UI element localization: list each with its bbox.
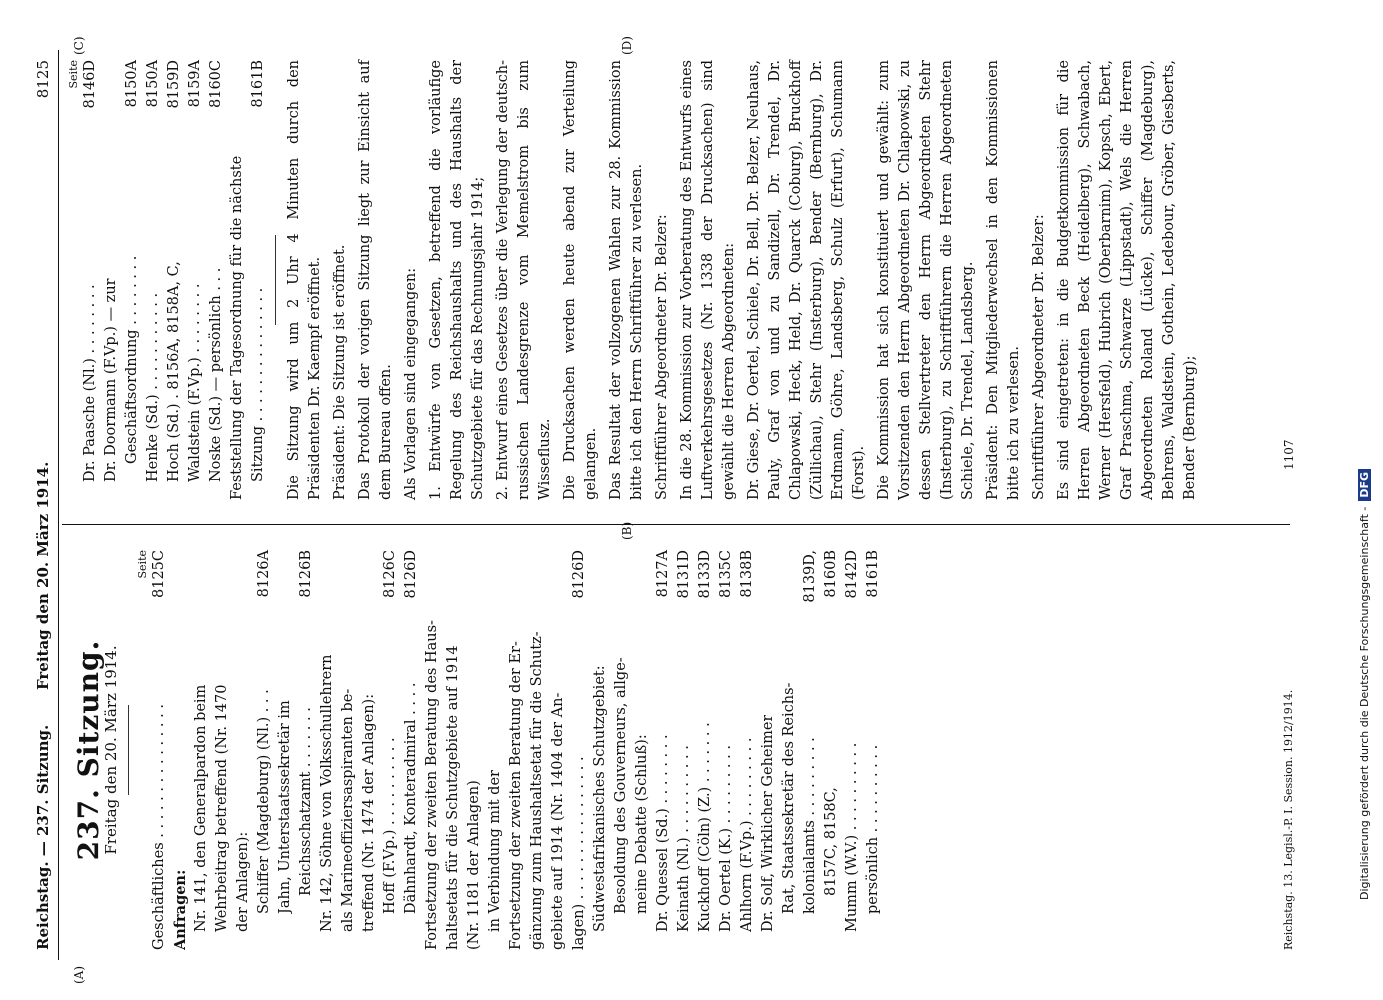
toc-row xyxy=(590,550,611,950)
toc-entry: Sitzung . . . . . . . . . . . . . . . xyxy=(250,287,266,482)
toc-page-ref: 8160B xyxy=(823,550,839,598)
header-rule xyxy=(58,50,59,960)
proceedings-paragraph: 2. Entwurf eines Gesetzes über die Verlegung der deutsch-russischen Landesgrenze vom Memelstrom bis zum Wisseflusz. xyxy=(495,60,553,500)
toc-page-ref: 8126A xyxy=(256,550,272,598)
toc-page-ref: 8142D xyxy=(844,550,860,599)
toc-entry: Dr. Oertel (K.) . . . . . . . . . xyxy=(718,745,734,932)
toc-page-ref: 8160C xyxy=(208,60,224,108)
toc-entry: (Nr. 1181 der Anlagen) xyxy=(466,780,482,950)
toc-row xyxy=(80,60,101,500)
toc-row xyxy=(485,550,506,950)
page-number: 8125 xyxy=(34,60,52,99)
toc-row xyxy=(821,550,842,950)
toc-row xyxy=(170,550,191,950)
toc-entry: Schiffer (Magdeburg) (Nl.) . . . xyxy=(256,689,272,914)
toc-row xyxy=(737,550,758,950)
toc-entry: Nr. 141, den Generalpardon beim xyxy=(193,684,209,932)
toc-page-ref xyxy=(779,550,800,556)
dfg-logo: DFG xyxy=(1358,469,1371,501)
toc-page-ref: 8131D xyxy=(676,550,692,599)
toc-entry: gänzung zum Haushaltsetat für die Schutz- xyxy=(529,631,545,950)
toc-row xyxy=(227,60,248,500)
toc-entry: Hoff (F.Vp.) . . . . . . . . . . xyxy=(382,737,398,914)
right-column xyxy=(68,60,1205,500)
seite-label: Seite xyxy=(136,550,149,579)
toc-row xyxy=(401,550,422,950)
toc-entry: Südwestafrikanisches Schutzgebiet: xyxy=(592,665,608,932)
toc-page-ref: 8126D xyxy=(571,550,587,599)
toc-page-ref xyxy=(758,550,779,556)
toc-page-ref: 8150A xyxy=(145,60,161,108)
toc-entry: kolonialamts . . . . . . . . . xyxy=(802,737,818,914)
toc-row xyxy=(674,550,695,950)
table-of-contents-continued xyxy=(80,60,269,500)
toc-page-ref: 8138B xyxy=(739,550,755,598)
toc-page-ref: 8133D xyxy=(697,550,713,599)
toc-row xyxy=(317,550,338,950)
toc-row xyxy=(779,550,800,950)
proceedings-paragraph: Schriftführer Abgeordneter Dr. Belzer: xyxy=(1031,214,1047,500)
proceedings-paragraph: In die 28. Kommission zur Vorberatung des Entwurfs eines Luftverkehrsgesetzes (Nr. 1338 der Drucksachen) sind gewählt die Herren Abgeordneten: xyxy=(679,60,737,500)
proceedings-paragraph: Schriftführer Abgeordneter Dr. Belzer: xyxy=(654,214,670,500)
toc-row xyxy=(716,550,737,950)
page-header xyxy=(20,30,58,990)
toc-entry: Dr. Solf, Wirklicher Geheimer xyxy=(760,714,776,932)
toc-entry: Mumm (W.V.) . . . . . . . . . . xyxy=(844,742,860,932)
toc-page-ref xyxy=(485,550,506,556)
toc-page-ref xyxy=(527,550,548,556)
marker-a: (A) xyxy=(72,965,86,984)
toc-row xyxy=(248,60,269,500)
toc-row xyxy=(863,550,884,950)
toc-page-ref xyxy=(422,550,443,556)
dfg-credit: Digitalisierung gefördert durch die Deutsche Forschungsgemeinschaft - xyxy=(1358,506,1371,900)
toc-page-ref xyxy=(233,550,254,556)
proceedings-paragraph: Präsident: Die Sitzung ist eröffnet. xyxy=(332,244,348,500)
toc-entry: Fortsetzung der zweiten Beratung des Haus- xyxy=(424,620,440,950)
toc-page-ref: 8146D xyxy=(82,60,98,109)
title-rule xyxy=(128,705,129,795)
toc-entry: Reichsschatzamt . . . . . . . xyxy=(298,707,314,896)
toc-row xyxy=(422,550,443,950)
toc-entry: Ahlhorn (F.Vp.) . . . . . . . . . xyxy=(739,737,755,932)
toc-page-ref: 8135C xyxy=(718,550,734,598)
toc-row xyxy=(254,550,275,950)
toc-row xyxy=(275,550,296,950)
toc-page-ref xyxy=(212,550,233,556)
toc-entry: Anfragen: xyxy=(172,869,189,950)
toc-row xyxy=(800,550,821,950)
toc-page-ref xyxy=(227,60,248,66)
toc-entry: Dr. Quessel (Sd.) . . . . . . . . xyxy=(655,734,671,932)
toc-row xyxy=(527,550,548,950)
toc-entry: Rat, Staatssekretär des Reichs- xyxy=(781,682,797,914)
column-divider xyxy=(62,524,1290,525)
toc-entry: Hoch (Sd.) . 8156A, 8158A, C, xyxy=(166,261,182,482)
toc-page-ref: 8159D xyxy=(166,60,182,109)
proceedings-paragraph: Das Protokoll der vorigen Sitzung liegt zur Einsicht auf dem Bureau offen. xyxy=(357,60,394,500)
toc-page-ref xyxy=(548,550,569,556)
toc-row xyxy=(506,550,527,950)
toc-entry: gebiete auf 1914 (Nr. 1404 der An- xyxy=(550,692,566,950)
toc-page-ref xyxy=(632,550,653,556)
toc-row xyxy=(122,60,143,500)
toc-row xyxy=(632,550,653,950)
toc-entry: in Verbindung mit der xyxy=(487,770,503,932)
proceedings-paragraph: Das Resultat der vollzogenen Wahlen zur 28. Kommission bitte ich den Herrn Schriftführer zu verlesen. xyxy=(608,60,645,500)
proceedings-paragraph: Präsident: Den Mitgliederwechsel in den Kommissionen bitte ich zu verlesen. xyxy=(985,60,1022,500)
toc-entry: Geschäftliches . . . . . . . . . . . . . . . xyxy=(151,704,167,950)
proceedings-text xyxy=(284,60,1201,500)
toc-row xyxy=(653,550,674,950)
proceedings-paragraph: Die Drucksachen werden heute abend zur Verteilung gelangen. xyxy=(562,60,599,500)
footer-note: Reichstag. 13. Legisl.-P. I. Session. 1912/1914. xyxy=(1282,689,1295,950)
toc-page-ref: 8127A xyxy=(655,550,671,598)
toc-row xyxy=(443,550,464,950)
toc-row xyxy=(101,60,122,500)
toc-row xyxy=(758,550,779,950)
toc-entry: Fortsetzung der zweiten Beratung der Er- xyxy=(508,641,524,950)
proceedings-paragraph: Es sind eingetreten: in die Budgetkommission für die Herren Abgeordneten Beck (Heidelberg), Schwabach, Werner (Hersfeld), Hubrich (Oberbarnim), Kopsch, Ebert, Graf Praschma, Schwarze (Lippstadt), Wels die Herren Abgeordneten Roland (Lücke), Schiffer (Magdeburg), Behrens, Waldstein, Gothein, Ledebour, Gröber, Giesberts, Bender (Bernburg); xyxy=(1056,60,1198,500)
footer-page-number: 1107 xyxy=(1282,439,1296,470)
left-column xyxy=(68,550,884,950)
toc-entry: Feststellung der Tagesordnung für die nächste xyxy=(229,155,245,500)
toc-entry: Henke (Sd.) . . . . . . . . . . . xyxy=(145,292,161,482)
toc-page-ref: 8126D xyxy=(403,550,419,599)
toc-page-ref xyxy=(101,60,122,66)
toc-entry: lagen) . . . . . . . . . . . . . . . . xyxy=(571,756,587,950)
toc-entry: Wehrbeitrag betreffend (Nr. 1470 xyxy=(214,684,230,932)
toc-row xyxy=(212,550,233,950)
toc-page-ref xyxy=(170,550,191,556)
toc-row xyxy=(185,60,206,500)
toc-entry: Waldstein (F.Vp.) . . . . . . . . xyxy=(187,283,203,482)
header-left: Reichstag. — 237. Sitzung. xyxy=(34,724,52,950)
toc-page-ref xyxy=(611,550,632,556)
toc-row xyxy=(164,60,185,500)
toc-row xyxy=(611,550,632,950)
toc-entry: Keinath (Nl.) . . . . . . . . . . xyxy=(676,745,692,932)
marker-c: (C) xyxy=(72,36,86,55)
toc-row xyxy=(695,550,716,950)
toc-page-ref xyxy=(590,550,611,556)
seite-label-right: Seite xyxy=(67,60,80,89)
toc-entry: der Anlagen): xyxy=(235,831,251,932)
rotated-page xyxy=(20,30,1320,990)
proceedings-paragraph: Die Sitzung wird um 2 Uhr 4 Minuten durch den Präsidenten Dr. Kaempf eröffnet. xyxy=(286,60,323,500)
toc-entry: treffend (Nr. 1474 der Anlagen): xyxy=(361,693,377,932)
toc-page-ref xyxy=(275,550,296,556)
proceedings-paragraph: Dr. Giese, Dr. Oertel, Schiele, Dr. Bell, Dr. Belzer, Neuhaus, Pauly, Graf von und zu Sandizell, Dr. Trendel, Dr. Chlapowski, Heck, Held, Dr. Quarck (Coburg), Bruckhoff (Züllichau), Stehr (Insterburg), Bender (Bernburg), Dr. Erdmann, Göhre, Landsberg, Schulz (Erfurt), Schumann (Forst). xyxy=(746,60,867,500)
section-rule xyxy=(275,235,276,325)
toc-entry: meine Debatte (Schluß): xyxy=(634,734,650,914)
toc-row xyxy=(296,550,317,950)
marker-d: (D) xyxy=(620,36,634,55)
marker-b: (B) xyxy=(620,521,634,540)
proceedings-paragraph: Die Kommission hat sich konstituiert und gewählt: zum Vorsitzenden den Herrn Abgeordneten Dr. Chlapowski, zu dessen Stellvertreter den Herrn Abgeordneten Stehr (Insterburg), zu Schriftführern die Herren Abgeordneten Schiele, Dr. Trendel, Landsberg. xyxy=(876,60,976,500)
proceedings-paragraph: Als Vorlagen sind eingegangen: xyxy=(403,267,419,500)
toc-entry: haltsetats für die Schutzgebiete auf 1914 xyxy=(445,645,461,950)
proceedings-paragraph: 1. Entwürfe von Gesetzen, betreffend die vorläufige Regelung des Reichshaushalts und des Haushalts der Schutzgebiete für das Rechnungsjahr 1914; xyxy=(428,60,486,500)
toc-page-ref xyxy=(443,550,464,556)
toc-entry: persönlich . . . . . . . . . . xyxy=(865,744,881,914)
session-date: Freitag den 20. März 1914. xyxy=(102,645,120,855)
toc-row xyxy=(233,550,254,950)
toc-entry: Kuckhoff (Cöln) (Z.) . . . . . . . xyxy=(697,722,713,932)
toc-page-ref: 8150A xyxy=(124,60,140,108)
toc-page-ref xyxy=(359,550,380,556)
toc-row xyxy=(464,550,485,950)
toc-entry: Jahn, Unterstaatssekretär im xyxy=(277,700,293,914)
toc-page-ref: 8139D, xyxy=(802,550,818,603)
toc-entry: Besoldung des Gouverneurs, allge- xyxy=(613,657,629,914)
toc-page-ref xyxy=(317,550,338,556)
toc-entry: Dr. Doormann (F.Vp.) — zur xyxy=(103,278,119,482)
toc-row xyxy=(569,550,590,950)
toc-row xyxy=(359,550,380,950)
toc-entry: als Marineoffiziersaspiranten be- xyxy=(340,688,356,932)
toc-page-ref xyxy=(191,550,212,556)
toc-page-ref: 8159A xyxy=(187,60,203,108)
toc-row xyxy=(149,550,170,950)
toc-page-ref xyxy=(464,550,485,556)
toc-page-ref xyxy=(506,550,527,556)
toc-page-ref: 8125C xyxy=(151,550,167,598)
toc-entry: 8157C, 8158C, xyxy=(823,787,839,896)
toc-entry: Dr. Paasche (Nl.) . . . . . . . . xyxy=(82,284,98,482)
toc-row xyxy=(548,550,569,950)
toc-page-ref: 8161B xyxy=(865,550,881,598)
toc-entry: Geschäftsordnung . . . . . . . . xyxy=(124,255,140,464)
toc-page-ref xyxy=(338,550,359,556)
toc-row xyxy=(143,60,164,500)
toc-row xyxy=(338,550,359,950)
session-title: 237. Sitzung. xyxy=(72,639,105,861)
toc-entry: Noske (Sd.) — persönlich . . . xyxy=(208,267,224,482)
toc-page-ref: 8126B xyxy=(298,550,314,598)
toc-row xyxy=(842,550,863,950)
table-of-contents xyxy=(149,550,884,950)
toc-page-ref: 8161B xyxy=(250,60,266,108)
dfg-sidebar xyxy=(1358,10,1371,900)
header-date: Freitag den 20. März 1914. xyxy=(34,461,52,690)
toc-entry: Nr. 142, Söhne von Volksschullehrern xyxy=(319,654,335,932)
toc-row xyxy=(380,550,401,950)
toc-row xyxy=(206,60,227,500)
toc-row xyxy=(191,550,212,950)
toc-entry: Dähnhardt, Konteradmiral . . . . xyxy=(403,682,419,914)
toc-page-ref: 8126C xyxy=(382,550,398,598)
